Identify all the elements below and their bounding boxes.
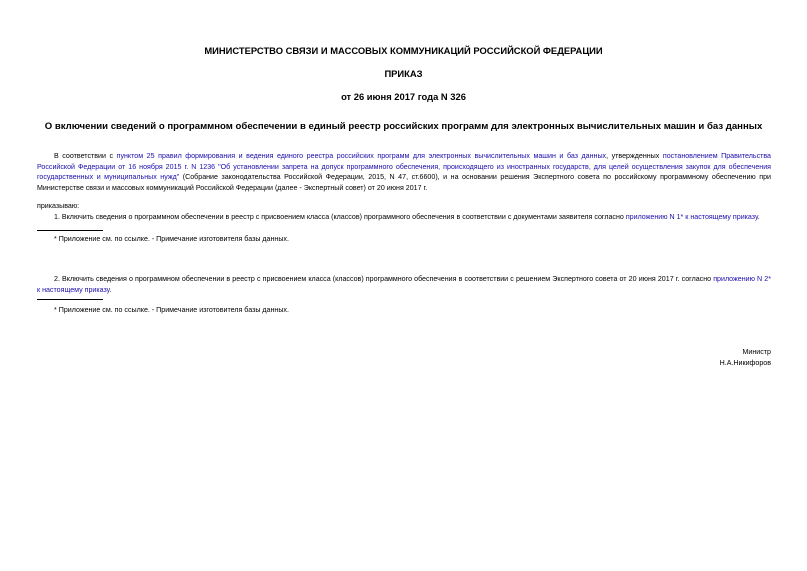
item-1-tail: . xyxy=(757,213,760,221)
appendix-2-link[interactable]: приложению N 2* к настоящему приказу xyxy=(37,275,772,294)
footnote-divider-2 xyxy=(37,299,103,300)
intro-paragraph xyxy=(37,151,771,193)
rules-link[interactable]: пунктом 25 правил формирования и ведения единого реестра российских программ для электронных вычислительных машин и баз данных xyxy=(116,152,607,160)
item-2-text: 2. Включить сведения о программном обеспечении в реестр с присвоением класса (классов) программного обеспечения в соответствии с решением Экспертного совета от 20 июня 2017 г. согласно xyxy=(54,275,714,283)
signatory-name: Н.А.Никифоров xyxy=(719,359,771,367)
ministry-heading: МИНИСТЕРСТВО СВЯЗИ И МАССОВЫХ КОММУНИКАЦИЙ РОССИЙСКОЙ ФЕДЕРАЦИИ xyxy=(204,45,603,56)
intro-text-1: В соответствии с xyxy=(54,152,117,160)
intro-text-3: (Собрание законодательства Российской Федерации, 2015, N 47, ст.6600), и на основании решения Экспертного совета по российскому программному обеспечению при Министерстве связи и массовых коммуникаций Российской Федерации (далее - Экспертный совет) от 20 июня 2017 г. xyxy=(37,173,771,192)
footnote-divider-1 xyxy=(37,230,103,231)
item-1-paragraph xyxy=(37,212,771,223)
item-1-text: 1. Включить сведения о программном обеспечении в реестр с присвоением класса (классов) программного обеспечения в соответствии с документами заявителя согласно xyxy=(54,213,626,221)
order-title: О включении сведений о программном обеспечении в единый реестр российских программ для электронных вычислительных машин и баз данных xyxy=(44,121,763,132)
footnote-1: * Приложение см. по ссылке. - Примечание изготовителя базы данных. xyxy=(54,235,289,243)
order-date: от 26 июня 2017 года N 326 xyxy=(341,91,466,102)
signatory-position: Министр xyxy=(742,348,771,356)
appendix-1-link[interactable]: приложению N 1* к настоящему приказу xyxy=(625,213,758,221)
intro-text-2: , утвержденных xyxy=(606,152,663,160)
item-2-tail: . xyxy=(109,285,112,294)
prikazyvayu-text: приказываю: xyxy=(37,202,80,210)
government-decree-link[interactable]: постановлением Правительства Российской Федерации от 16 ноября 2015 г. N 1236 "Об установлении запрета на допуск программного обеспечения, происходящего из иностранных государств, для целей осуществления закупок для обеспечения государственных и муниципальных нужд" xyxy=(37,152,771,182)
order-heading: ПРИКАЗ xyxy=(384,68,423,79)
footnote-2: * Приложение см. по ссылке. - Примечание изготовителя базы данных. xyxy=(54,306,289,314)
item-2-paragraph xyxy=(37,274,771,295)
